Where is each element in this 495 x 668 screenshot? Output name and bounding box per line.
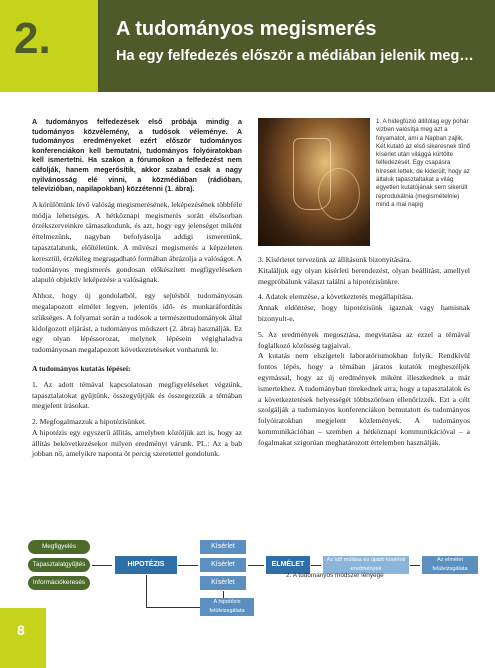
diagram-arrow	[92, 565, 112, 566]
right-column	[258, 255, 470, 454]
diagram-hypothesis-box: HIPOTÉZIS	[115, 556, 177, 574]
chapter-number-block	[0, 0, 98, 92]
body-paragraph: Ahhoz, hogy új gondolatból, egy sejtésből tudományosan megalapozott elmélet legyen, jelentős idő- és munkaráfordítás szükséges. A folyamat során a tudósok a természettudományok által kidolgozott eljárást, a tudományos módszert (2. ábra) használják. Ez egy olyan lépéssorozat, melynek lépésein végighaladva tudományosan megalapozott következtetéseket vonhatunk le.	[32, 291, 242, 355]
diagram-arrow	[178, 565, 198, 566]
chapter-subtitle: Ha egy felfedezés először a médiában jelenik meg…	[116, 48, 474, 64]
chapter-header	[0, 0, 495, 92]
intro-paragraph: A tudományos felfedezések első próbája mindig a tudományos közvélemény, a tudósok véleménye. A tudományos eredményeket ezért először tudományos konferenciákon kell bemutatni, tudományos folyóiratokban kell ismertetni. Ha szakon a fórumokon a felfedezést nem cáfolják, hanem megerősítik, akkor szabad csak a nagy nyilvánosság elé vinni, a közmédiában (rádióban, televízióban, napilapokban) közzétenni (1. ábra).	[32, 118, 242, 194]
step-item: 5. Az eredmények megosztása, megvitatása az ezzel a témával foglalkozó közösség tagjaival. A kutatás nem elszigetelt laboratóriumokban folyik. Rendkívül fontos lépés, hogy a témában járatos kutatók megbeszéljék egymással, hogy az új eredmények miként illeszkednek a már ismertekhez. A tudományban törekednek arra, hogy a tapasztalatok és a következtetések helyességét többszörösen ellenőrizzék. Ezt a célt szolgálják a tudományos konferenciákon bemutatott és tudományos folyóiratokban megjelent közlemények. A tudományos kommunikációban – szemben a hétköznapi kommunikációval – a fogalmakat szigorúan meghatározott értelemben használják.	[258, 329, 470, 447]
diagram-arrow	[311, 565, 321, 566]
cold-fusion-photo	[258, 118, 370, 246]
flask-shape	[318, 168, 360, 220]
body-paragraph: A körülöttünk lévő valóság megismerésének, leképezésének többféle módja lehetséges. A hétköznapi megismerés során elsősorban érzékszerveinkre támaszkodunk, és azt, hogy egy jelenséget miként értelmezünk, nagyban befolyásolja addigi ismeretünk, tapasztalatunk, előítéletünk. A művészi megismerés a képzeleten keresztül, érzékileg megragadható formában ábrázolja a valóságot. A tudományos megismerés gondosan előkészített megfigyeléseken alapuló objektív leképezése a valóságnak.	[32, 199, 242, 285]
step-item: 2. Megfogalmazzuk a hipotézisünket. A hipotézis egy egyszerű állítás, amelyben közöljük azt is, hogy az állítás bekövetkezésekor milyen eredményt várunk. PL.: Az a bab jobban nő, amelyikre naponta öt percig szeretettel gondolunk.	[32, 417, 242, 459]
page-number: 8	[17, 622, 25, 638]
step-item: 4. Adatok elemzése, a következtetés megállapítása. Annak eldöntése, hogy hipotézisünk igaznak vagy hamisnak bizonyult-e.	[258, 292, 470, 323]
diagram-experiment-box: Kísérlet	[200, 540, 246, 554]
diagram-arrow	[248, 565, 264, 566]
diagram-hypothesis-review-box: A hipotézis felülvizsgálata	[200, 598, 254, 616]
diagram-arrow	[146, 607, 200, 608]
diagram-input-experience: Tapasztalatgyűjtés	[28, 558, 90, 572]
chapter-title: A tudományos megismerés	[116, 18, 377, 40]
diagram-experiment-box: Kísérlet	[200, 558, 246, 572]
scientific-method-diagram	[20, 540, 490, 620]
diagram-theory-box: ELMÉLET	[266, 556, 310, 574]
diagram-input-observation: Megfigyelés	[28, 540, 90, 554]
left-column	[32, 118, 242, 465]
diagram-arrow	[146, 575, 147, 607]
diagram-theory-revised-box: Az elmélet felülvizsgálata	[422, 556, 478, 574]
diagram-arrow	[410, 565, 420, 566]
steps-heading: A tudományos kutatás lépései:	[32, 363, 131, 373]
step-item: 1. Az adott témával kapcsolatosan megfigyeléseket végzünk, tapasztalatokat gyűjtünk, összegyűjtjük és összegezzük a témában megjelent írásokat.	[32, 379, 242, 411]
step-item: 3. Kísérletet tervezünk az állításunk bizonyítására. Kitaláljuk egy olyan kísérleti berendezést, olyan beállítást, amellyel megpróbálunk választ találni a hipotézisünkre.	[258, 255, 470, 286]
diagram-caption: 2. A tudományos módszer lényege	[286, 572, 384, 579]
diagram-new-results-box: Az idő múlása és újabb kísérleti eredmények	[323, 556, 409, 574]
diagram-input-information: Információkeresés	[28, 576, 90, 590]
chapter-number: 2.	[14, 14, 51, 63]
photo-caption: 1. A hidegfúzió állítólag egy pohár vízben valósítja meg azt a folyamatot, ami a Napban zajlik. Két kutató az első sikeresnek tűnő kísérlet után világgá kürtölte felfedezését. Egy csapásra híresek lettek, de kiderült, hogy az általuk tapasztaltakat a világ egyetlen kutatójának sem sikerült reprodukálnia (megismételnie) mind a mai napig	[376, 118, 471, 208]
diagram-experiment-box: Kísérlet	[200, 576, 246, 590]
page-number-tab	[0, 608, 46, 668]
